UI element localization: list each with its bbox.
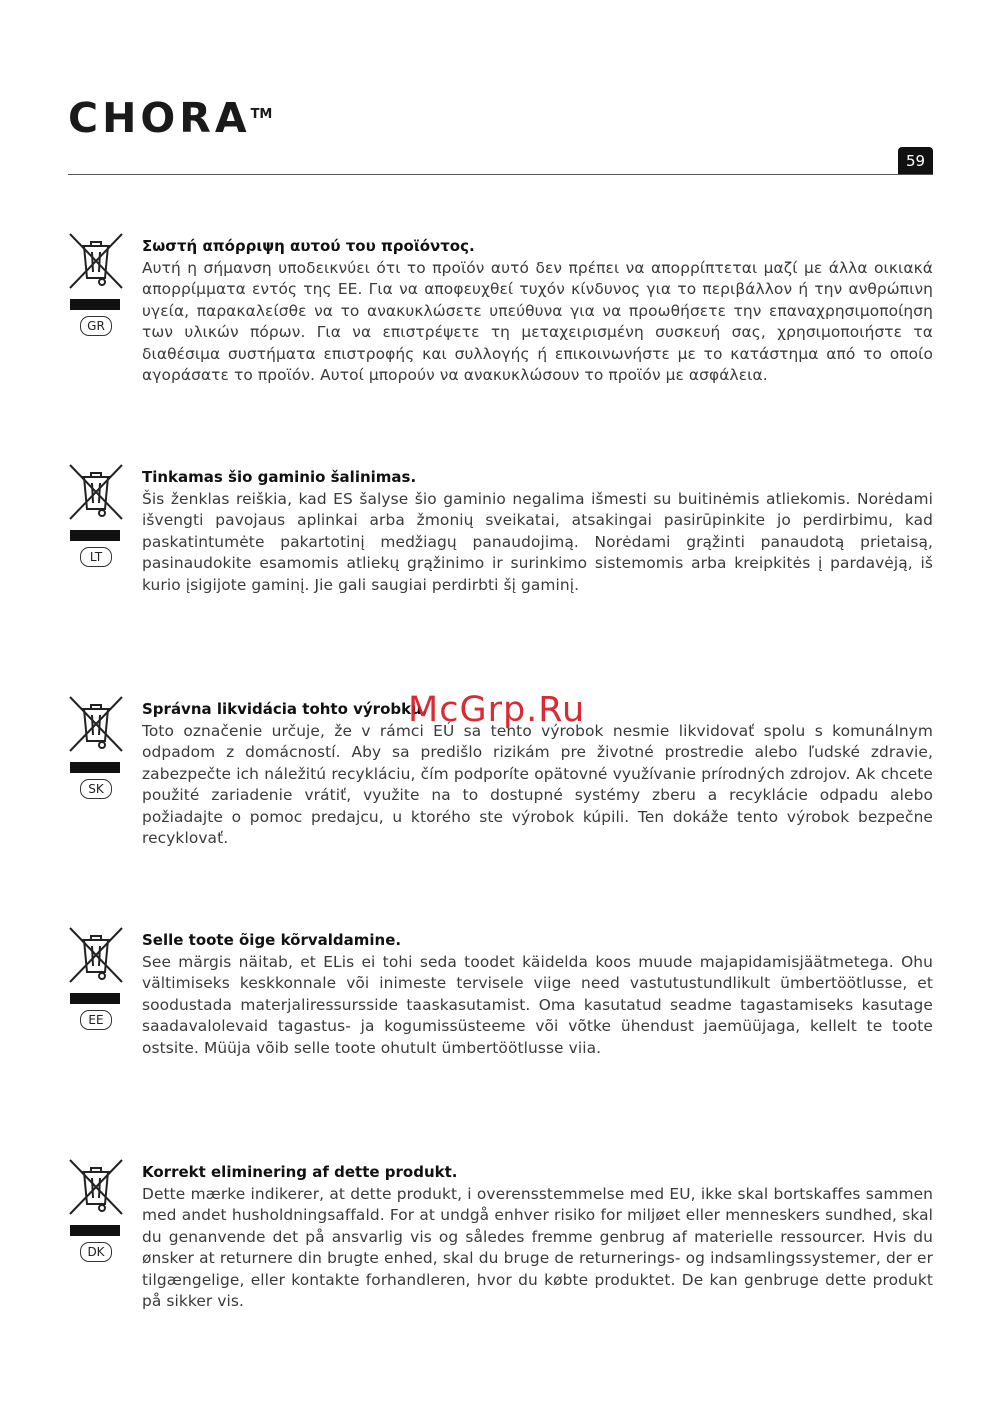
country-code-badge: SK [80, 779, 112, 799]
section-title: Správna likvidácia tohto výrobku. [142, 700, 428, 718]
section-body: Toto označenie určuje, že v rámci EÚ sa tento výrobok nesmie likvidovať spolu s komunálnym odpadom z domácností. Aby sa predišlo rizikám pre životné prostredie alebo ľudské zdravie, zabezpečte ich náležitú recykláciu, čím podporíte opätovné využívanie prírodných zdrojov. Ak chcete použité zariadenie vrátiť, využite na to dostupné systémy zberu a recyklácie odpadu alebo požiadajte o pomoc predajcu, u ktorého ste výrobok kúpili. Ten dokáže tento výrobok bezpečne recyklovať. [142, 721, 933, 847]
weee-bar [70, 762, 120, 773]
section-body: Šis ženklas reiškia, kad ES šalyse šio gaminio negalima išmesti su buitinėmis atliekomis. Norėdami išvengti pavojaus aplinkai arba žmonių sveikatai, atsakingai pasirūpinkite jo perdirbimu, kad paskatintumėte pakartotinį medžiagų panaudojimą. Norėdami grąžinti panaudotą prietaisą, pasinaudokite esamomis atliekų grąžinimo ir surinkimo sistemomis arba kreipkitės į pardavėją, iš kurio įsigijote gaminį. Jie gali saugiai perdirbti šį gaminį. [142, 489, 933, 594]
section-body: Dette mærke indikerer, at dette produkt, i overensstemmelse med EU, ikke skal bortskaffes sammen med andet husholdningsaffald. For at undgå enhver risiko for miljøet eller menneskers sundhed, skal du genanvende det på ansvarlig vis og således fremme genbrug af materielle ressourcer. Hvis du ønsker at returnere din brugte enhed, skal du bruge de returnerings- og indsamlingssystemer, der er tilgængelige, eller kontakte forhandleren, hvor du købte produktet. De kan genbruge dette produkt på sikker vis. [142, 1184, 933, 1310]
country-code-badge: GR [80, 316, 112, 336]
section-body: See märgis näitab, et ELis ei tohi seda toodet käidelda koos muude majapidamisjäätmetega. Ohu vältimiseks keskkonnale või inimeste tervisele viige need vastutustundlikult ümbertöötlusse, et soodustada materjaliressursside taaskasutamist. Oma kasutatud seadme tagastamiseks kasutage saadavalolevaid tagastus- ja kogumissüsteeme või võtke ühendust jaemüüjaga, kellelt te toote ostsite. Müüja võib selle toote ohutult ümbertöötlusse viia. [142, 952, 933, 1057]
weee-bar [70, 299, 120, 310]
page-number: 59 [898, 147, 933, 175]
watermark: McGrp.Ru [408, 690, 586, 730]
weee-bar [70, 993, 120, 1004]
weee-bar [70, 1225, 120, 1236]
trademark-mark: TM [250, 107, 273, 122]
section-title: Tinkamas šio gaminio šalinimas. [142, 468, 417, 486]
weee-bar [70, 530, 120, 541]
country-code-badge: DK [80, 1242, 112, 1262]
header-divider [68, 174, 933, 175]
section-title: Korrekt eliminering af dette produkt. [142, 1163, 458, 1181]
brand-logo [68, 94, 272, 153]
brand-name: CHORA [68, 94, 251, 142]
country-code-badge: LT [80, 547, 112, 567]
section-body: Αυτή η σήμανση υποδεικνύει ότι το προϊόν αυτό δεν πρέπει να απορρίπτεται μαζί με άλλα οικιακά απορρίμματα εντός της ΕΕ. Για να αποφευχθεί τυχόν κίνδυνος για το περιβάλλον ή την ανθρώπινη υγεία, παρακαλείσθε να το ανακυκλώσετε υπεύθυνα για να προωθήσετε την επαναχρησιμοποίηση των υλικών πόρων. Για να επιστρέψετε τη μεταχειρισμένη συσκευή σας, χρησιμοποιήστε τα διαθέσιμα συστήματα επιστροφής και συλλογής ή επικοινωνήστε με το κατάστημα από το οποίο αγοράσατε το προϊόν. Αυτοί μπορούν να ανακυκλώσουν το προϊόν με ασφάλεια. [142, 258, 933, 384]
section-title: Σωστή απόρριψη αυτού του προϊόντος. [142, 237, 475, 255]
section-title: Selle toote õige kõrvaldamine. [142, 931, 402, 949]
country-code-badge: EE [80, 1010, 112, 1030]
